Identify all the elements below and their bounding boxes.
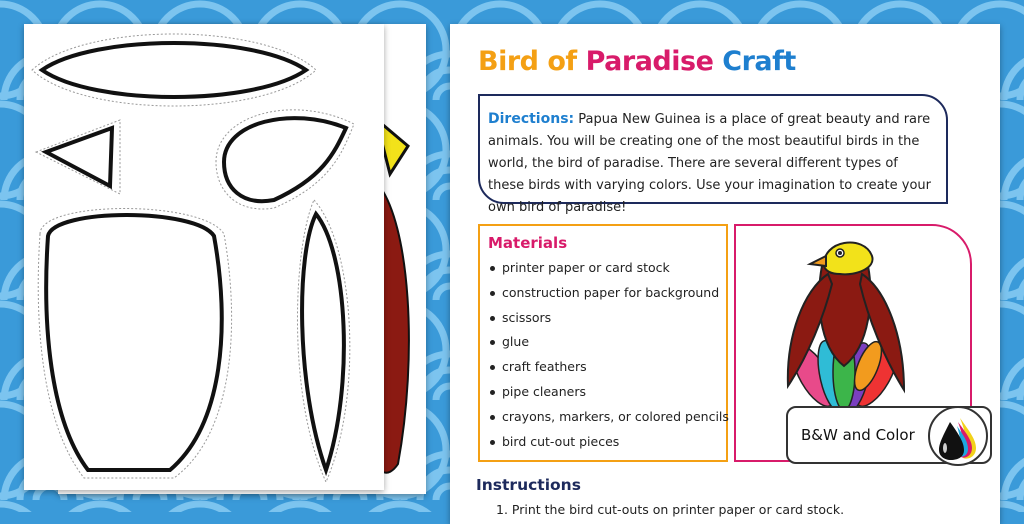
materials-box — [478, 224, 728, 462]
materials-heading: Materials — [488, 234, 568, 252]
head-piece — [224, 118, 346, 201]
list-item: crayons, markers, or colored pencils — [488, 405, 718, 430]
directions-box — [478, 94, 948, 215]
instruction-step-1: 1. Print the bird cut-outs on printer paper or card stock. — [496, 502, 845, 517]
directions-label: Directions: — [488, 111, 575, 127]
title-word-craft: Craft — [722, 46, 796, 77]
list-item: bird cut-out pieces — [488, 430, 718, 455]
list-item: pipe cleaners — [488, 380, 718, 405]
instructions-heading: Instructions — [476, 476, 581, 494]
page-title — [478, 46, 796, 77]
title-word-paradise: Paradise — [585, 46, 714, 77]
svg-text:·: · — [164, 91, 165, 95]
bw-cutout-pieces — [24, 24, 384, 490]
bw-and-color-badge — [786, 406, 992, 464]
list-item: printer paper or card stock — [488, 256, 718, 281]
body-piece — [46, 215, 222, 470]
list-item: scissors — [488, 306, 718, 331]
list-item: glue — [488, 330, 718, 355]
badge-label: B&W and Color — [801, 426, 915, 444]
list-item: construction paper for background — [488, 281, 718, 306]
title-word-bird-of: Bird of — [478, 46, 577, 77]
list-item: craft feathers — [488, 355, 718, 380]
ink-drops-icon — [928, 406, 988, 466]
directions-text: Papua New Guinea is a place of great beauty and rare animals. You will be creating one of the most beautiful birds in the world, the bird of paradise. There are several different types of these birds with varying colors. Use your imagination to create your own bird of paradise! — [488, 112, 932, 215]
materials-list — [488, 256, 729, 454]
